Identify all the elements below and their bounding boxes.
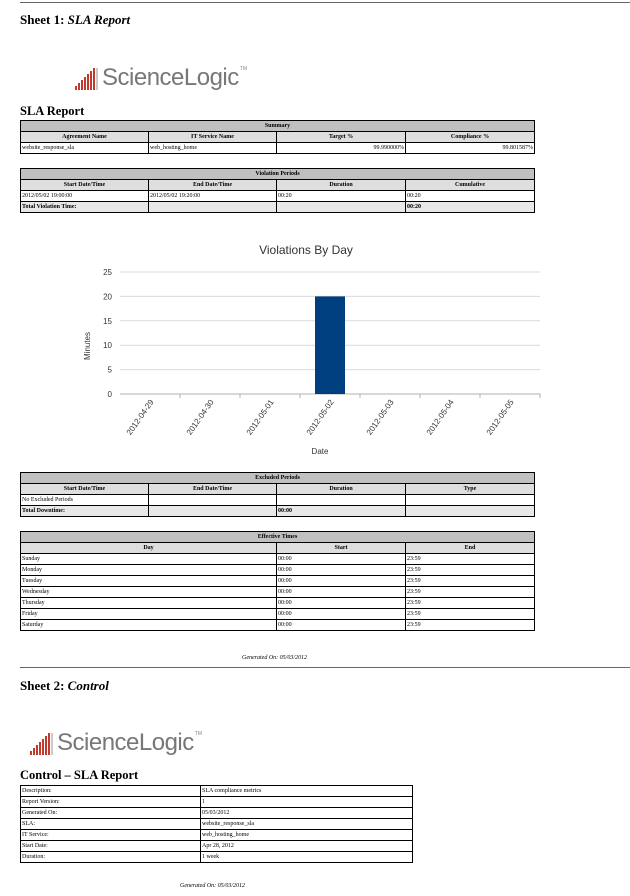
start-cell: 00:00 [277,565,406,576]
logo-trademark: TM [239,66,247,72]
total-empty-cell [406,506,535,517]
table-row [21,598,535,609]
excluded-caption: Excluded Periods [21,473,535,484]
table-row [21,620,535,631]
day-cell: Sunday [21,554,277,565]
day-cell: Tuesday [21,576,277,587]
control-value: 1 [201,797,413,808]
end-cell: 23:59 [406,620,535,631]
empty-cell [277,495,406,506]
summary-header: IT Service Name [149,132,277,143]
chart-x-tick-label: 2012-05-03 [364,397,396,437]
violation-start-cell: 2012/05/02 19:00:00 [21,191,149,202]
sciencelogic-logo [75,60,247,90]
chart-y-tick-label: 0 [107,390,112,399]
day-cell: Friday [21,609,277,620]
violations-by-day-chart [60,236,560,461]
table-row [21,841,413,852]
excluded-periods-table [20,472,535,517]
total-downtime-label: Total Downtime: [21,506,149,517]
table-row [21,576,535,587]
chart-y-tick-label: 5 [107,365,112,375]
sheet2-generated-on: Generated On: 05/03/2012 [180,883,245,889]
logo-bars-icon [75,68,98,90]
effective-header: Start [277,543,406,554]
sheet2-title [20,678,109,694]
logo-wordmark: ScienceLogic [102,64,239,91]
chart-x-axis-label: Date [311,447,329,456]
sheet1-label: Sheet 1: [20,12,65,27]
control-value: website_response_sla [201,819,413,830]
violations-header: Start Date/Time [21,180,149,191]
effective-caption: Effective Times [21,532,535,543]
total-violation-value: 00:20 [406,202,535,213]
control-key: Report Version: [21,797,201,808]
violation-end-cell: 2012/05/02 19:20:00 [149,191,277,202]
summary-header: Compliance % [406,132,535,143]
effective-header: End [406,543,535,554]
violations-header: Cumulative [406,180,535,191]
start-cell: 00:00 [277,587,406,598]
violations-header: Duration [277,180,406,191]
excluded-header: Type [406,484,535,495]
start-cell: 00:00 [277,554,406,565]
effective-times-table [20,531,535,631]
chart-y-axis-label: Minutes [83,331,92,361]
violation-cumulative-cell: 00:20 [406,191,535,202]
table-row [21,786,413,797]
agreement-name-cell: website_response_sla [21,143,149,154]
summary-table [20,120,535,154]
chart-x-tick-label: 2012-05-02 [304,397,336,437]
summary-caption: Summary [21,121,535,132]
sheet1-generated-on: Generated On: 05/03/2012 [242,655,307,661]
chart-x-tick-label: 2012-05-05 [484,397,516,437]
total-empty-cell [149,202,277,213]
sheet1-name: SLA Report [67,12,131,27]
sheet1-title [20,12,130,28]
start-cell: 00:00 [277,598,406,609]
table-row [21,830,413,841]
table-row [21,554,535,565]
chart-y-tick-label: 15 [103,316,112,326]
violations-header: End Date/Time [149,180,277,191]
violation-duration-cell: 00:20 [277,191,406,202]
start-cell: 00:00 [277,620,406,631]
chart-x-tick-label: 2012-04-30 [184,397,216,437]
control-key: Description: [21,786,201,797]
violations-caption: Violation Periods [21,169,535,180]
summary-header: Target % [277,132,406,143]
chart-bar [315,296,345,394]
total-violation-label: Total Violation Time: [21,202,149,213]
start-cell: 00:00 [277,609,406,620]
control-value: SLA compliance metrics [201,786,413,797]
table-row [21,808,413,819]
target-cell: 99.990000% [277,143,406,154]
chart-x-tick-label: 2012-04-29 [124,397,156,437]
table-row [21,565,535,576]
control-value: 05/03/2012 [201,808,413,819]
excluded-header: Start Date/Time [21,484,149,495]
excluded-header: Duration [277,484,406,495]
table-row [21,587,535,598]
control-value: 1 week [201,852,413,863]
effective-header: Day [21,543,277,554]
day-cell: Wednesday [21,587,277,598]
chart-y-tick-label: 10 [103,341,112,351]
control-key: Duration: [21,852,201,863]
chart-x-tick-label: 2012-05-01 [244,397,276,437]
chart-x-tick-label: 2012-05-04 [424,397,456,437]
summary-header: Agreement Name [21,132,149,143]
sheet2-label: Sheet 2: [20,678,65,693]
chart-title: Violations By Day [259,243,353,257]
day-cell: Saturday [21,620,277,631]
excluded-header: End Date/Time [149,484,277,495]
control-key: Start Date: [21,841,201,852]
end-cell: 23:59 [406,609,535,620]
table-row [21,819,413,830]
control-table [20,785,413,863]
table-row [21,797,413,808]
chart-y-tick-label: 25 [103,268,112,277]
day-cell: Monday [21,565,277,576]
empty-cell [406,495,535,506]
it-service-cell: web_hosting_home [149,143,277,154]
chart-y-tick-label: 20 [103,292,112,302]
violation-periods-table [20,168,535,213]
end-cell: 23:59 [406,554,535,565]
day-cell: Thursday [21,598,277,609]
compliance-cell: 99.801587% [406,143,535,154]
end-cell: 23:59 [406,587,535,598]
end-cell: 23:59 [406,598,535,609]
sciencelogic-logo [30,725,202,755]
logo-bars-icon [30,733,53,755]
control-value: Apr 28, 2012 [201,841,413,852]
logo-trademark: TM [194,731,202,737]
sheet2-name: Control [67,678,109,693]
empty-cell [149,495,277,506]
control-key: IT Service: [21,830,201,841]
sheet-divider [20,667,630,668]
total-empty-cell [149,506,277,517]
total-empty-cell [277,202,406,213]
logo-wordmark: ScienceLogic [57,729,194,756]
end-cell: 23:59 [406,565,535,576]
no-excluded-periods-cell: No Excluded Periods [21,495,149,506]
control-value: web_hosting_home [201,830,413,841]
end-cell: 23:59 [406,576,535,587]
top-divider [20,2,630,3]
control-key: SLA: [21,819,201,830]
control-report-heading: Control – SLA Report [20,768,139,782]
control-key: Generated On: [21,808,201,819]
start-cell: 00:00 [277,576,406,587]
total-downtime-value: 00:00 [277,506,406,517]
table-row [21,852,413,863]
sla-report-heading: SLA Report [20,104,85,118]
table-row [21,609,535,620]
